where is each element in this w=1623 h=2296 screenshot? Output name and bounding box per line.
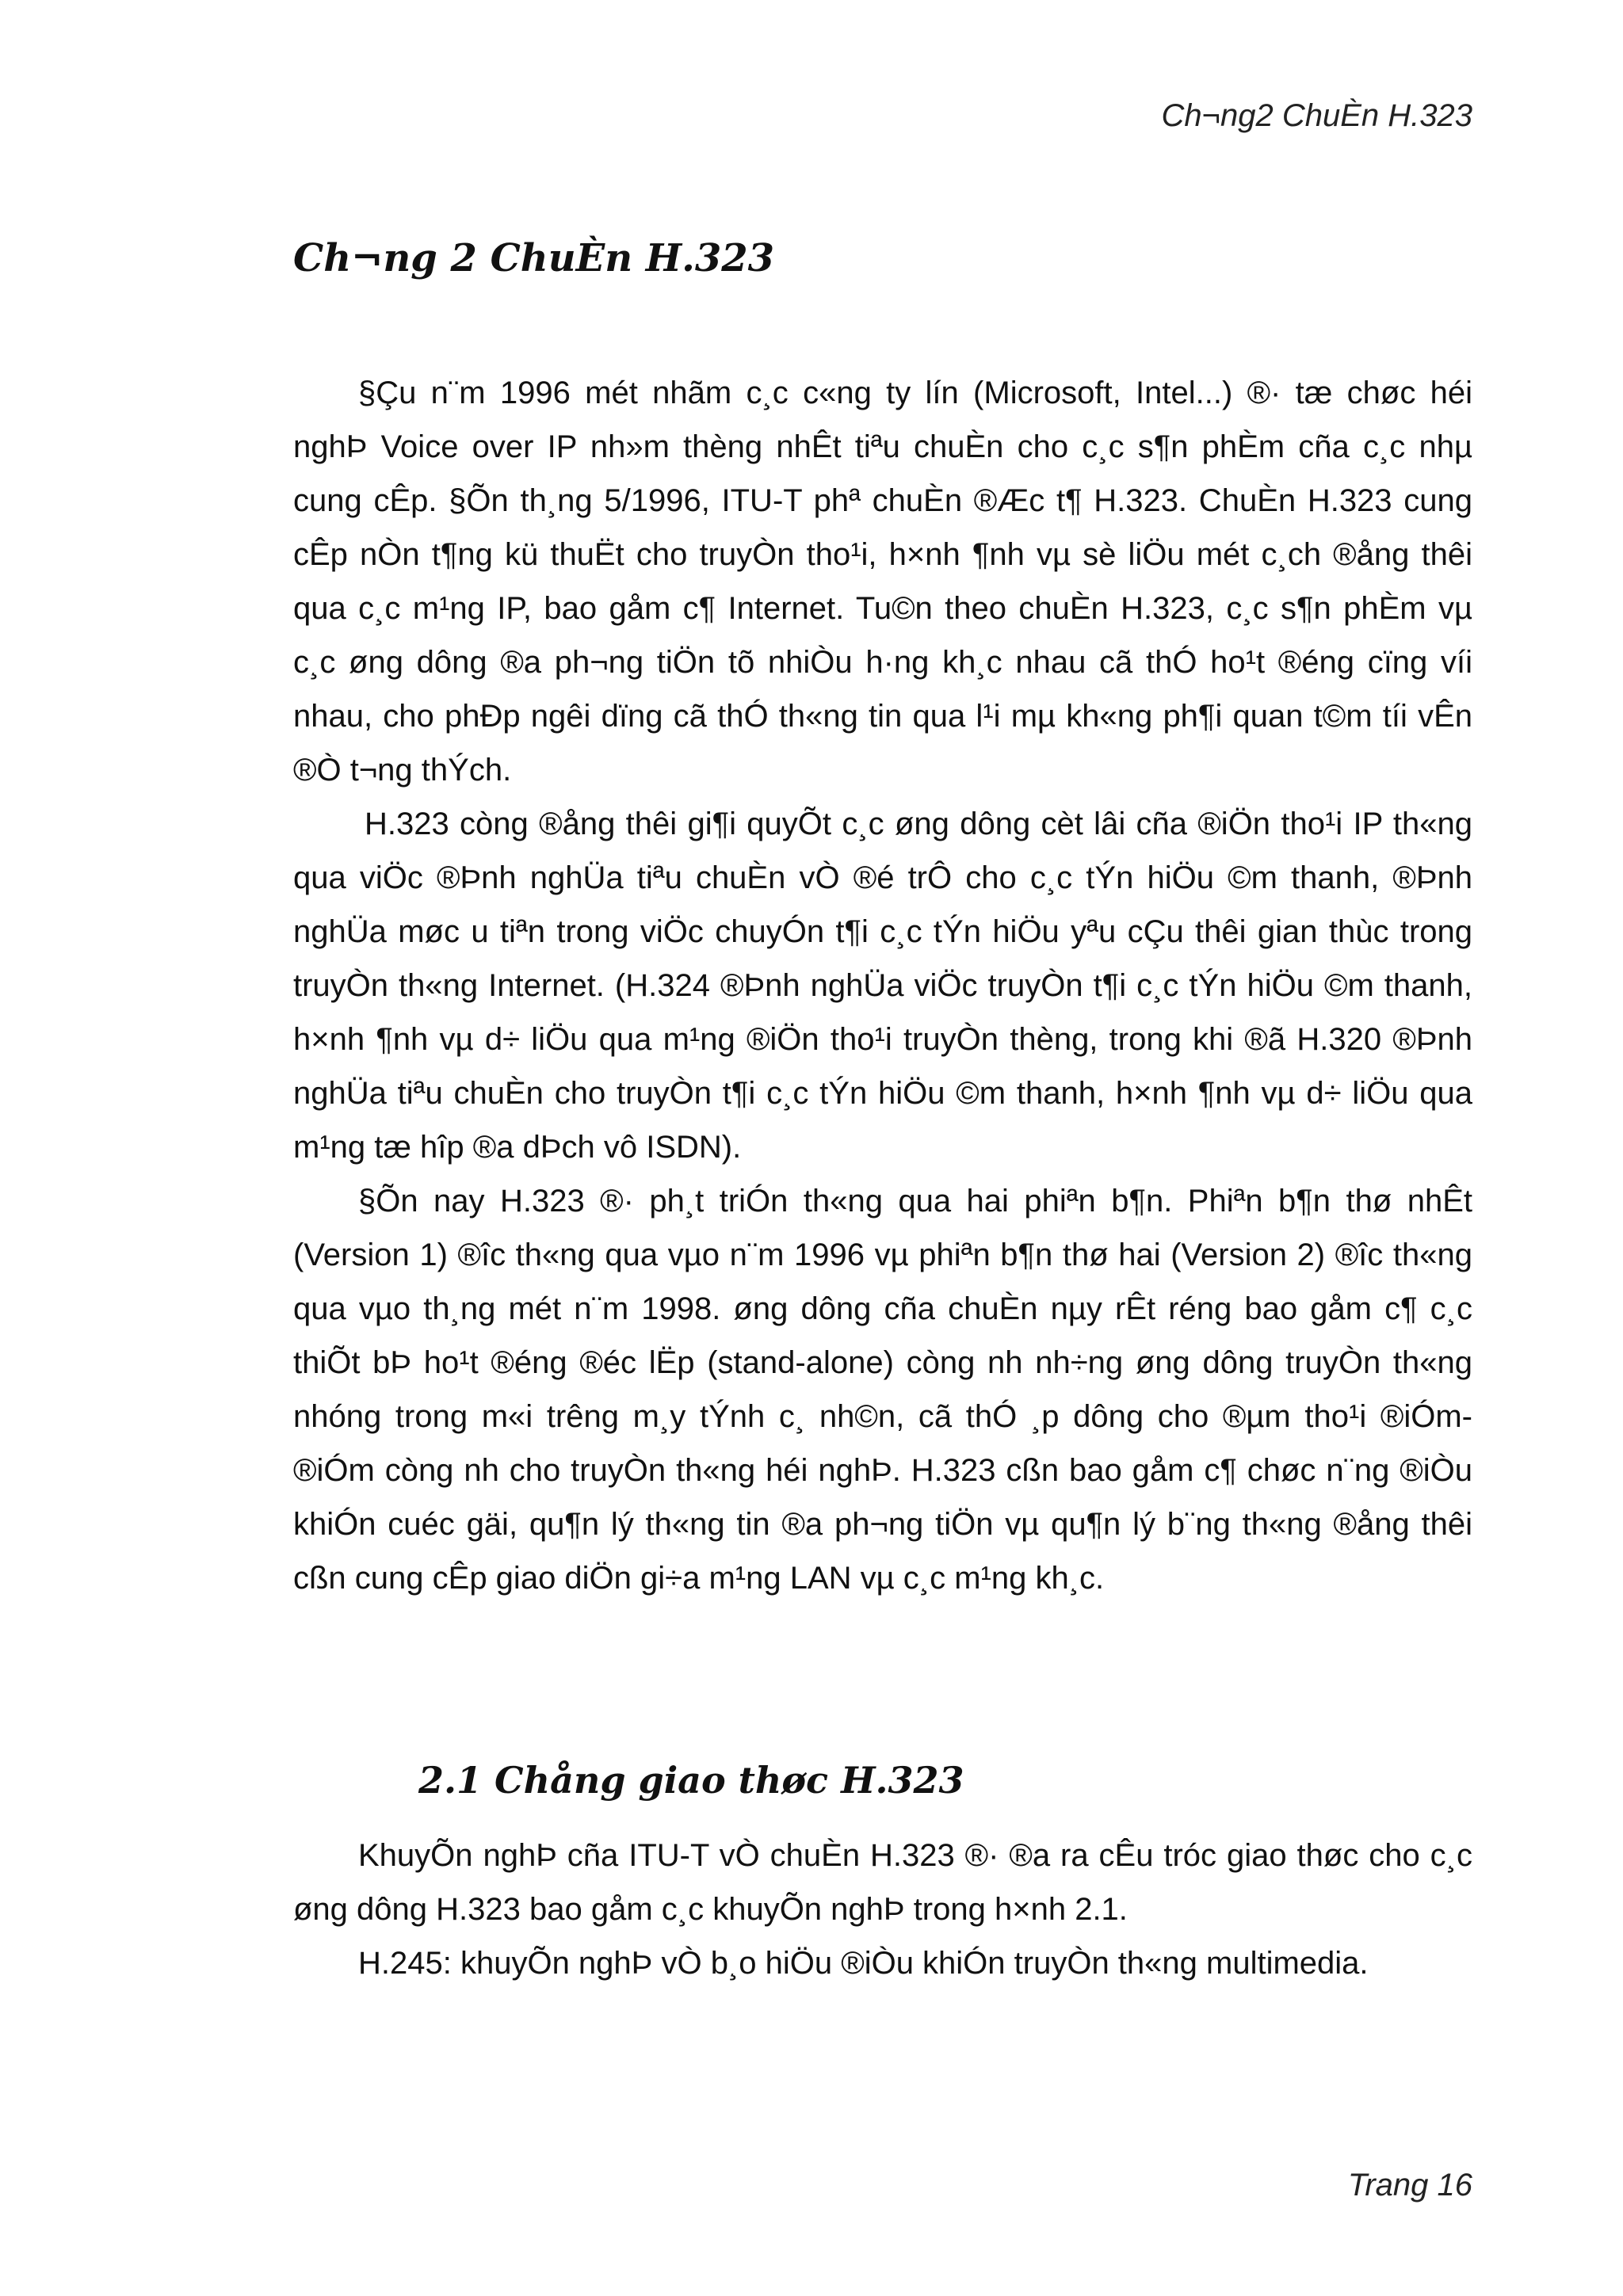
chapter-body (293, 366, 1472, 1605)
chapter-title: Ch¬ng 2 ChuÈn H.323 (293, 236, 775, 280)
paragraph-protocol-stack: KhuyÕn nghÞ cña ITU-T vÒ chuÈn H.323 ®· ®a ra cÊu tróc giao thøc cho c¸c øng dông H.323 bao gåm c¸c khuyÕn nghÞ trong h×nh 2.1. (293, 1838, 1472, 1927)
page-number: Trang 16 (1347, 2168, 1472, 2203)
section-title: 2.1 Chång giao thøc H.323 (418, 1759, 964, 1802)
section-body (293, 1829, 1472, 1990)
paragraph-h323-functions: H.323 còng ®ång thêi gi¶i quyÕt c¸c øng dông cèt lâi cña ®iÖn tho¹i IP th«ng qua viÖc ®Þnh nghÜa tiªu chuÈn vÒ ®é trÔ cho c¸c tÝn hiÖu ©m thanh, ®Þnh nghÜa møc u tiªn trong viÖc chuyÓn t¶i c¸c tÝn hiÖu yªu cÇu thêi gian thùc trong truyÒn th«ng Internet. (H.324 ®Þnh nghÜa viÖc truyÒn t¶i c¸c tÝn hiÖu ©m thanh, h×nh ¶nh vµ d÷ liÖu qua m¹ng ®iÖn tho¹i truyÒn thèng, trong khi ®ã H.320 ®Þnh nghÜa tiªu chuÈn cho truyÒn t¶i c¸c tÝn hiÖu ©m thanh, h×nh ¶nh vµ d÷ liÖu qua m¹ng tæ hîp ®a dÞch vô ISDN). (293, 807, 1472, 1165)
paragraph-versions: §Õn nay H.323 ®· ph¸t triÓn th«ng qua hai phiªn b¶n. Phiªn b¶n thø nhÊt (Version 1) ®îc th«ng qua vµo n¨m 1996 vµ phiªn b¶n thø hai (Version 2) ®îc th«ng qua vµo th¸ng mét n¨m 1998. øng dông cña chuÈn nµy rÊt réng bao gåm c¶ c¸c thiÕt bÞ ho¹t ®éng ®éc lËp (stand-alone) còng nh nh÷ng øng dông truyÒn th«ng nhóng trong m«i trêng m¸y tÝnh c¸ nh©n, cã thÓ ¸p dông cho ®µm tho¹i ®iÓm-®iÓm còng nh cho truyÒn th«ng héi nghÞ. H.323 cßn bao gåm c¶ chøc n¨ng ®iÒu khiÓn cuéc gäi, qu¶n lý th«ng tin ®a ph¬ng tiÖn vµ qu¶n lý b¨ng th«ng ®ång thêi cßn cung cÊp giao diÖn gi÷a m¹ng LAN vµ c¸c m¹ng kh¸c. (293, 1184, 1472, 1596)
running-header: Ch¬ng2 ChuÈn H.323 (1161, 98, 1472, 133)
paragraph-h245: H.245: khuyÕn nghÞ vÒ b¸o hiÖu ®iÒu khiÓn truyÒn th«ng multimedia. (358, 1946, 1369, 1981)
paragraph-intro: §Çu n¨m 1996 mét nhãm c¸c c«ng ty lín (Microsoft, Intel...) ®· tæ chøc héi nghÞ Voice over IP nh»m thèng nhÊt tiªu chuÈn cho c¸c s¶n phÈm cña c¸c nhµ cung cÊp. §Õn th¸ng 5/1996, ITU-T phª chuÈn ®Æc t¶ H.323. ChuÈn H.323 cung cÊp nÒn t¶ng kü thuËt cho truyÒn tho¹i, h×nh ¶nh vµ sè liÖu mét c¸ch ®ång thêi qua c¸c m¹ng IP, bao gåm c¶ Internet. Tu©n theo chuÈn H.323, c¸c s¶n phÈm vµ c¸c øng dông ®a ph¬ng tiÖn tõ nhiÒu h·ng kh¸c nhau cã thÓ ho¹t ®éng cïng víi nhau, cho phÐp ngêi dïng cã thÓ th«ng tin qua l¹i mµ kh«ng ph¶i quan t©m tíi vÊn ®Ò t¬ng thÝch. (293, 376, 1472, 788)
